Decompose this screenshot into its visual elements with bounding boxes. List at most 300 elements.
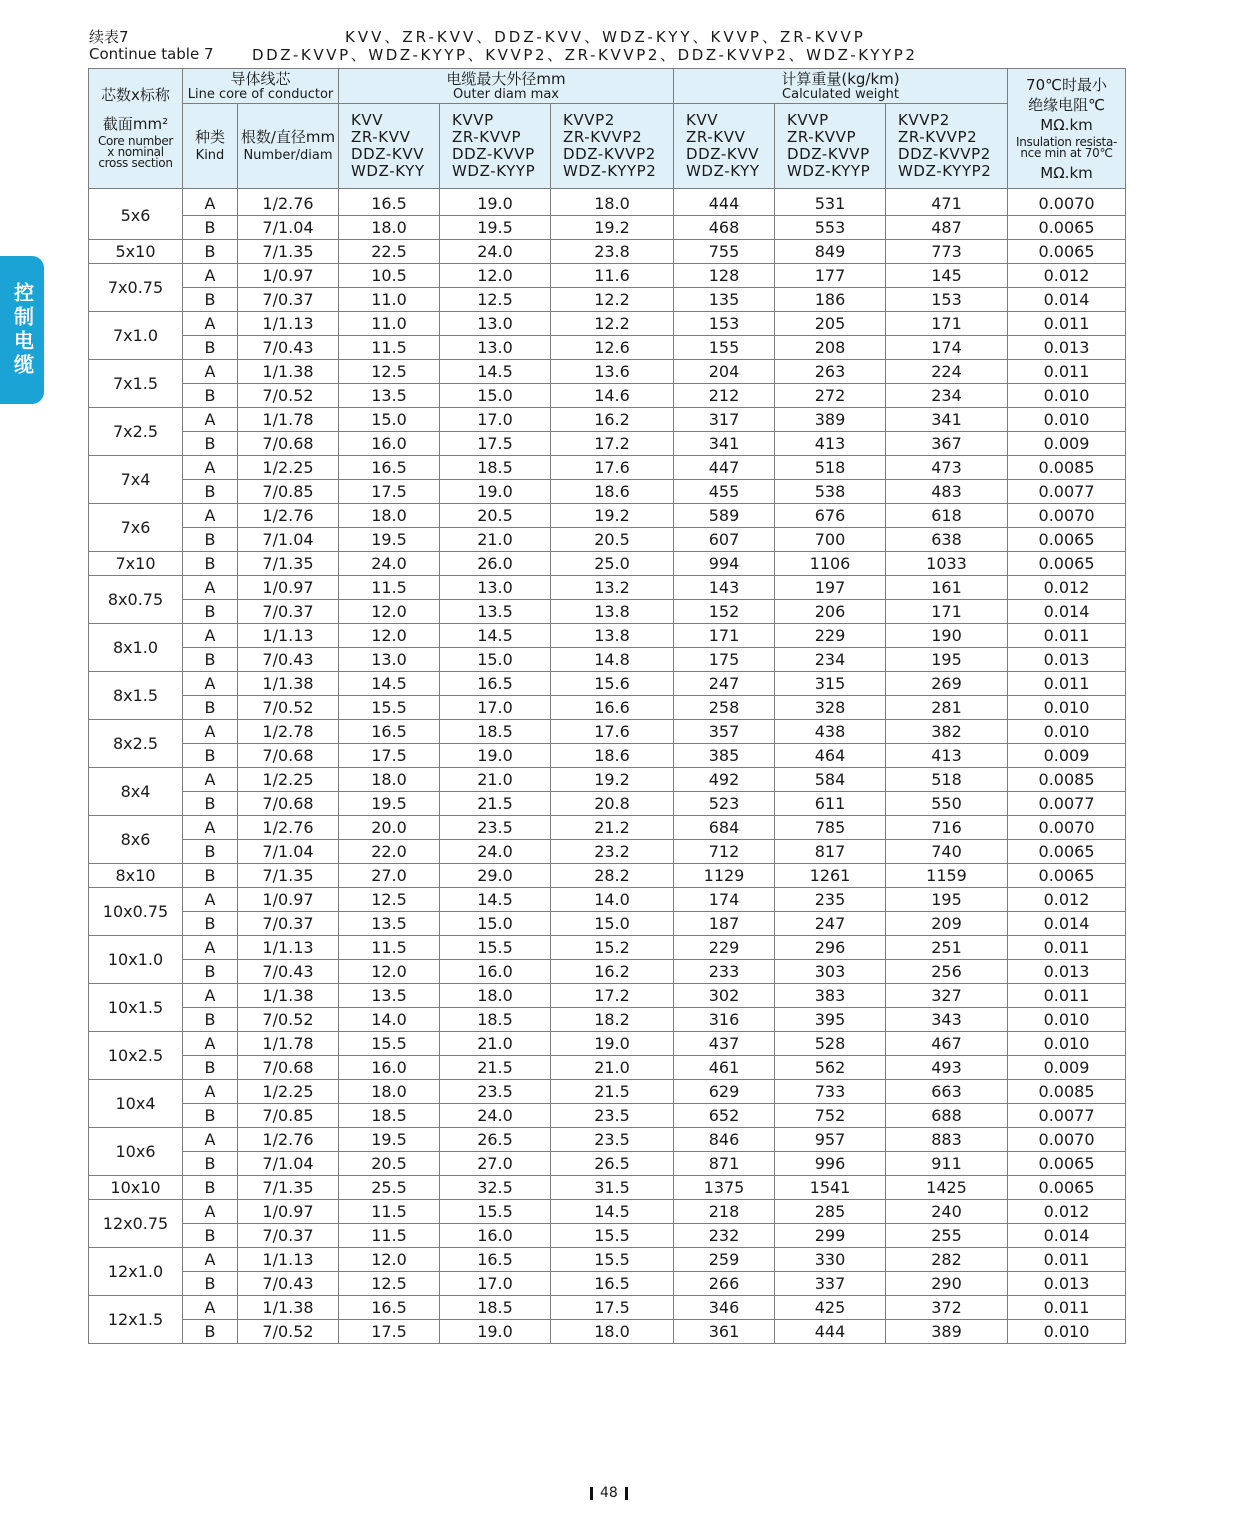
table-cell: 7/1.04 <box>238 528 339 552</box>
core-spec-cell: 8x10 <box>89 864 183 888</box>
cable-models-line-1: KVV、ZR-KVV、DDZ-KVV、WDZ-KYY、KVVP、ZR-KVVP <box>345 28 866 46</box>
table-cell: 716 <box>886 816 1008 840</box>
core-spec-cell: 12x1.0 <box>89 1248 183 1296</box>
table-cell: 15.5 <box>339 1032 440 1056</box>
table-cell: 10.5 <box>339 264 440 288</box>
header-outer-diam: 电缆最大外径mm Outer diam max <box>339 69 674 104</box>
core-spec-cell: 7x0.75 <box>89 264 183 312</box>
table-cell: 589 <box>674 504 775 528</box>
table-cell: 11.0 <box>339 288 440 312</box>
table-cell: 25.5 <box>339 1176 440 1200</box>
table-cell: 17.0 <box>440 408 551 432</box>
table-row <box>89 648 1126 672</box>
table-row <box>89 504 1126 528</box>
table-cell: 16.5 <box>440 1248 551 1272</box>
table-cell: 23.5 <box>440 816 551 840</box>
table-cell: 0.0077 <box>1008 1104 1126 1128</box>
table-row <box>89 792 1126 816</box>
table-cell: 0.009 <box>1008 1056 1126 1080</box>
table-cell: 14.5 <box>440 624 551 648</box>
table-cell: 752 <box>775 1104 886 1128</box>
core-spec-cell: 10x2.5 <box>89 1032 183 1080</box>
table-cell: 389 <box>775 408 886 432</box>
table-cell: 31.5 <box>551 1176 674 1200</box>
table-cell: B <box>183 1104 238 1128</box>
header-model-group: KVVP2 ZR-KVVP2 DDZ-KVVP2 WDZ-KYYP2 <box>886 104 1008 189</box>
core-spec-cell: 8x4 <box>89 768 183 816</box>
table-cell: 18.6 <box>551 480 674 504</box>
table-cell: 266 <box>674 1272 775 1296</box>
table-cell: A <box>183 312 238 336</box>
table-cell: 611 <box>775 792 886 816</box>
table-cell: 15.0 <box>440 384 551 408</box>
table-cell: 290 <box>886 1272 1008 1296</box>
table-cell: 15.0 <box>440 648 551 672</box>
table-cell: 688 <box>886 1104 1008 1128</box>
table-cell: 7/0.43 <box>238 648 339 672</box>
table-cell: 240 <box>886 1200 1008 1224</box>
table-cell: 0.012 <box>1008 888 1126 912</box>
table-cell: 13.5 <box>339 984 440 1008</box>
table-cell: 473 <box>886 456 1008 480</box>
table-cell: 13.8 <box>551 624 674 648</box>
table-cell: 174 <box>886 336 1008 360</box>
table-cell: 0.014 <box>1008 600 1126 624</box>
header-model-group: KVVP ZR-KVVP DDZ-KVVP WDZ-KYYP <box>440 104 551 189</box>
table-row <box>89 936 1126 960</box>
table-cell: 7/0.37 <box>238 288 339 312</box>
table-cell: 0.010 <box>1008 1032 1126 1056</box>
table-cell: 13.8 <box>551 600 674 624</box>
table-cell: 21.0 <box>440 1032 551 1056</box>
table-cell: 7/0.52 <box>238 1008 339 1032</box>
table-cell: 468 <box>674 216 775 240</box>
table-cell: A <box>183 816 238 840</box>
table-cell: A <box>183 624 238 648</box>
table-cell: 382 <box>886 720 1008 744</box>
table-cell: 383 <box>775 984 886 1008</box>
table-cell: 1129 <box>674 864 775 888</box>
table-cell: 1/1.78 <box>238 408 339 432</box>
cable-models-line-2: DDZ-KVVP、WDZ-KYYP、KVVP2、ZR-KVVP2、DDZ-KVVP2、WDZ-KYYP2 <box>252 46 918 64</box>
table-cell: 528 <box>775 1032 886 1056</box>
table-cell: 1/1.78 <box>238 1032 339 1056</box>
table-cell: 152 <box>674 600 775 624</box>
page-footer <box>590 1485 628 1501</box>
table-cell: 17.2 <box>551 984 674 1008</box>
table-cell: 0.010 <box>1008 384 1126 408</box>
table-cell: 25.0 <box>551 552 674 576</box>
core-spec-cell: 5x10 <box>89 240 183 264</box>
table-row <box>89 360 1126 384</box>
table-cell: 607 <box>674 528 775 552</box>
table-cell: 28.2 <box>551 864 674 888</box>
table-cell: 316 <box>674 1008 775 1032</box>
table-cell: 15.5 <box>440 1200 551 1224</box>
footer-bar-right <box>625 1487 628 1500</box>
header-kind: 种类 Kind <box>183 104 238 189</box>
table-cell: 18.0 <box>440 984 551 1008</box>
table-cell: 17.0 <box>440 696 551 720</box>
table-cell: 18.6 <box>551 744 674 768</box>
table-cell: 0.012 <box>1008 264 1126 288</box>
table-cell: A <box>183 936 238 960</box>
core-spec-cell: 5x6 <box>89 189 183 240</box>
table-cell: 395 <box>775 1008 886 1032</box>
table-cell: 208 <box>775 336 886 360</box>
table-cell: A <box>183 408 238 432</box>
table-cell: 15.0 <box>440 912 551 936</box>
table-cell: 17.2 <box>551 432 674 456</box>
table-cell: B <box>183 1224 238 1248</box>
table-cell: B <box>183 744 238 768</box>
table-cell: 0.0065 <box>1008 528 1126 552</box>
table-cell: 0.0065 <box>1008 840 1126 864</box>
table-cell: 523 <box>674 792 775 816</box>
table-cell: 817 <box>775 840 886 864</box>
table-cell: 263 <box>775 360 886 384</box>
table-cell: 19.0 <box>440 1320 551 1344</box>
table-cell: 0.0065 <box>1008 864 1126 888</box>
core-spec-cell: 10x10 <box>89 1176 183 1200</box>
table-row <box>89 912 1126 936</box>
table-row <box>89 408 1126 432</box>
table-cell: 16.6 <box>551 696 674 720</box>
table-row <box>89 624 1126 648</box>
table-cell: A <box>183 1296 238 1320</box>
table-cell: 12.5 <box>339 1272 440 1296</box>
table-cell: 171 <box>886 600 1008 624</box>
table-cell: 21.0 <box>551 1056 674 1080</box>
table-cell: 1/0.97 <box>238 1200 339 1224</box>
table-cell: 13.0 <box>339 648 440 672</box>
table-cell: 19.5 <box>339 792 440 816</box>
table-row <box>89 1320 1126 1344</box>
table-cell: 17.6 <box>551 456 674 480</box>
table-cell: 444 <box>775 1320 886 1344</box>
table-cell: 16.5 <box>339 720 440 744</box>
table-cell: 684 <box>674 816 775 840</box>
table-row <box>89 864 1126 888</box>
table-cell: 24.0 <box>440 1104 551 1128</box>
table-cell: 247 <box>674 672 775 696</box>
header-model-group: KVVP2 ZR-KVVP2 DDZ-KVVP2 WDZ-KYYP2 <box>551 104 674 189</box>
core-spec-cell: 7x6 <box>89 504 183 552</box>
table-cell: 18.0 <box>339 504 440 528</box>
table-cell: 0.013 <box>1008 648 1126 672</box>
table-cell: 15.0 <box>551 912 674 936</box>
table-cell: 21.5 <box>440 792 551 816</box>
table-cell: 15.5 <box>440 936 551 960</box>
table-cell: 871 <box>674 1152 775 1176</box>
table-cell: 13.0 <box>440 336 551 360</box>
table-cell: 175 <box>674 648 775 672</box>
table-row <box>89 1152 1126 1176</box>
table-cell: 272 <box>775 384 886 408</box>
table-row <box>89 264 1126 288</box>
table-cell: 17.5 <box>551 1296 674 1320</box>
table-cell: 21.0 <box>440 768 551 792</box>
table-cell: 13.5 <box>339 384 440 408</box>
table-row <box>89 744 1126 768</box>
table-cell: B <box>183 552 238 576</box>
table-cell: 209 <box>886 912 1008 936</box>
table-cell: 16.0 <box>339 1056 440 1080</box>
table-cell: 0.010 <box>1008 696 1126 720</box>
header-core-spec: 芯数x标称 截面mm² Core number x nominal cross section <box>89 69 183 189</box>
table-cell: 437 <box>674 1032 775 1056</box>
table-cell: A <box>183 1032 238 1056</box>
table-row <box>89 336 1126 360</box>
table-cell: 0.010 <box>1008 408 1126 432</box>
table-cell: 18.0 <box>339 768 440 792</box>
table-cell: 553 <box>775 216 886 240</box>
table-row <box>89 1128 1126 1152</box>
table-cell: 7/1.35 <box>238 864 339 888</box>
table-cell: 1/2.78 <box>238 720 339 744</box>
table-cell: 7/1.35 <box>238 1176 339 1200</box>
table-cell: 337 <box>775 1272 886 1296</box>
table-cell: 12.5 <box>339 360 440 384</box>
table-cell: 17.5 <box>440 432 551 456</box>
header-model-group: KVVP ZR-KVVP DDZ-KVVP WDZ-KYYP <box>775 104 886 189</box>
table-cell: 518 <box>775 456 886 480</box>
table-cell: 385 <box>674 744 775 768</box>
table-cell: 14.5 <box>440 360 551 384</box>
table-cell: A <box>183 768 238 792</box>
table-cell: 317 <box>674 408 775 432</box>
table-cell: 12.0 <box>339 1248 440 1272</box>
table-cell: 299 <box>775 1224 886 1248</box>
table-cell: 19.2 <box>551 768 674 792</box>
table-cell: 206 <box>775 600 886 624</box>
table-cell: 26.5 <box>551 1152 674 1176</box>
table-cell: 16.0 <box>440 960 551 984</box>
table-cell: 1/1.13 <box>238 624 339 648</box>
table-cell: 471 <box>886 189 1008 216</box>
core-spec-cell: 8x1.0 <box>89 624 183 672</box>
table-cell: 11.5 <box>339 576 440 600</box>
table-cell: 18.5 <box>440 456 551 480</box>
table-row <box>89 1224 1126 1248</box>
table-cell: 16.5 <box>440 672 551 696</box>
table-row <box>89 720 1126 744</box>
table-cell: 205 <box>775 312 886 336</box>
table-cell: 12.6 <box>551 336 674 360</box>
core-spec-cell: 8x2.5 <box>89 720 183 768</box>
table-cell: 7/0.68 <box>238 744 339 768</box>
table-cell: 21.2 <box>551 816 674 840</box>
table-cell: 7/0.37 <box>238 600 339 624</box>
table-cell: 16.2 <box>551 960 674 984</box>
table-row <box>89 1248 1126 1272</box>
table-cell: 343 <box>886 1008 1008 1032</box>
table-cell: 911 <box>886 1152 1008 1176</box>
table-cell: 1425 <box>886 1176 1008 1200</box>
core-spec-cell: 8x0.75 <box>89 576 183 624</box>
table-cell: 652 <box>674 1104 775 1128</box>
table-cell: 15.5 <box>551 1248 674 1272</box>
table-cell: A <box>183 456 238 480</box>
core-spec-cell: 12x1.5 <box>89 1296 183 1344</box>
table-row <box>89 189 1126 216</box>
table-cell: 1106 <box>775 552 886 576</box>
table-cell: 12.0 <box>339 960 440 984</box>
table-cell: 186 <box>775 288 886 312</box>
table-cell: 315 <box>775 672 886 696</box>
table-row <box>89 240 1126 264</box>
header-conductor: 导体线芯 Line core of conductor <box>183 69 339 104</box>
table-cell: 19.2 <box>551 216 674 240</box>
table-cell: 7/0.37 <box>238 1224 339 1248</box>
table-cell: 195 <box>886 648 1008 672</box>
table-cell: 11.5 <box>339 1200 440 1224</box>
table-cell: 269 <box>886 672 1008 696</box>
cable-spec-table <box>88 68 1126 1344</box>
core-spec-cell: 10x4 <box>89 1080 183 1128</box>
table-body <box>89 189 1126 1344</box>
table-cell: 21.0 <box>440 528 551 552</box>
table-cell: 483 <box>886 480 1008 504</box>
table-cell: 27.0 <box>339 864 440 888</box>
table-cell: 177 <box>775 264 886 288</box>
table-cell: 14.5 <box>551 1200 674 1224</box>
table-cell: 467 <box>886 1032 1008 1056</box>
table-cell: 413 <box>775 432 886 456</box>
table-cell: 1/1.13 <box>238 936 339 960</box>
table-cell: 676 <box>775 504 886 528</box>
table-cell: A <box>183 189 238 216</box>
table-cell: 195 <box>886 888 1008 912</box>
table-row <box>89 768 1126 792</box>
table-cell: 218 <box>674 1200 775 1224</box>
table-cell: 255 <box>886 1224 1008 1248</box>
table-cell: 11.5 <box>339 936 440 960</box>
table-cell: 0.013 <box>1008 1272 1126 1296</box>
table-cell: 0.0070 <box>1008 816 1126 840</box>
table-cell: 16.0 <box>440 1224 551 1248</box>
table-cell: 19.0 <box>440 744 551 768</box>
table-cell: 17.6 <box>551 720 674 744</box>
table-cell: 27.0 <box>440 1152 551 1176</box>
table-cell: 19.0 <box>440 189 551 216</box>
table-cell: 1/2.76 <box>238 189 339 216</box>
table-cell: 773 <box>886 240 1008 264</box>
table-cell: 0.0065 <box>1008 1152 1126 1176</box>
table-cell: 327 <box>886 984 1008 1008</box>
table-cell: 518 <box>886 768 1008 792</box>
table-cell: 0.010 <box>1008 720 1126 744</box>
table-row <box>89 480 1126 504</box>
table-cell: 846 <box>674 1128 775 1152</box>
table-cell: 16.5 <box>551 1272 674 1296</box>
table-cell: 0.013 <box>1008 960 1126 984</box>
table-cell: 21.5 <box>551 1080 674 1104</box>
table-cell: 174 <box>674 888 775 912</box>
table-cell: A <box>183 576 238 600</box>
table-cell: 21.5 <box>440 1056 551 1080</box>
table-cell: 23.8 <box>551 240 674 264</box>
table-cell: 357 <box>674 720 775 744</box>
table-cell: 1/2.76 <box>238 1128 339 1152</box>
table-cell: 0.010 <box>1008 1008 1126 1032</box>
table-cell: 7/0.68 <box>238 432 339 456</box>
table-cell: 638 <box>886 528 1008 552</box>
table-cell: 18.0 <box>551 1320 674 1344</box>
table-cell: 16.5 <box>339 456 440 480</box>
table-cell: 0.0065 <box>1008 240 1126 264</box>
table-cell: 0.011 <box>1008 312 1126 336</box>
table-cell: 7/0.68 <box>238 1056 339 1080</box>
table-cell: 14.5 <box>339 672 440 696</box>
table-cell: 18.5 <box>440 1296 551 1320</box>
table-cell: 7/1.04 <box>238 840 339 864</box>
table-cell: 19.0 <box>551 1032 674 1056</box>
table-cell: 18.2 <box>551 1008 674 1032</box>
table-cell: 0.011 <box>1008 936 1126 960</box>
page-number: 48 <box>600 1485 618 1501</box>
table-cell: 0.013 <box>1008 336 1126 360</box>
core-spec-cell: 10x1.0 <box>89 936 183 984</box>
header-model-group: KVV ZR-KVV DDZ-KVV WDZ-KYY <box>674 104 775 189</box>
table-cell: 0.009 <box>1008 432 1126 456</box>
table-cell: 7/0.52 <box>238 384 339 408</box>
table-cell: A <box>183 264 238 288</box>
table-cell: 12.0 <box>339 624 440 648</box>
table-cell: 7/1.35 <box>238 240 339 264</box>
table-cell: 259 <box>674 1248 775 1272</box>
table-cell: A <box>183 672 238 696</box>
table-cell: 996 <box>775 1152 886 1176</box>
table-cell: 0.010 <box>1008 1320 1126 1344</box>
table-cell: 957 <box>775 1128 886 1152</box>
table-cell: A <box>183 984 238 1008</box>
table-cell: 455 <box>674 480 775 504</box>
table-cell: 12.5 <box>440 288 551 312</box>
table-cell: B <box>183 528 238 552</box>
table-cell: 584 <box>775 768 886 792</box>
table-cell: 1/0.97 <box>238 888 339 912</box>
table-cell: 785 <box>775 816 886 840</box>
table-cell: A <box>183 1128 238 1152</box>
table-cell: A <box>183 1248 238 1272</box>
table-cell: 13.6 <box>551 360 674 384</box>
table-cell: 302 <box>674 984 775 1008</box>
table-cell: B <box>183 1056 238 1080</box>
table-cell: 0.011 <box>1008 984 1126 1008</box>
table-cell: 135 <box>674 288 775 312</box>
table-cell: 0.0065 <box>1008 216 1126 240</box>
table-cell: B <box>183 840 238 864</box>
table-cell: 425 <box>775 1296 886 1320</box>
table-cell: 1/1.13 <box>238 1248 339 1272</box>
table-cell: B <box>183 960 238 984</box>
table-cell: 1/0.97 <box>238 576 339 600</box>
table-row <box>89 1104 1126 1128</box>
table-cell: 0.0070 <box>1008 504 1126 528</box>
table-cell: 19.5 <box>440 216 551 240</box>
table-cell: 1033 <box>886 552 1008 576</box>
table-cell: 224 <box>886 360 1008 384</box>
table-cell: 618 <box>886 504 1008 528</box>
table-row <box>89 1008 1126 1032</box>
table-cell: 0.012 <box>1008 576 1126 600</box>
table-cell: 303 <box>775 960 886 984</box>
table-cell: 233 <box>674 960 775 984</box>
table-cell: B <box>183 696 238 720</box>
table-cell: 12.2 <box>551 288 674 312</box>
table-cell: A <box>183 888 238 912</box>
